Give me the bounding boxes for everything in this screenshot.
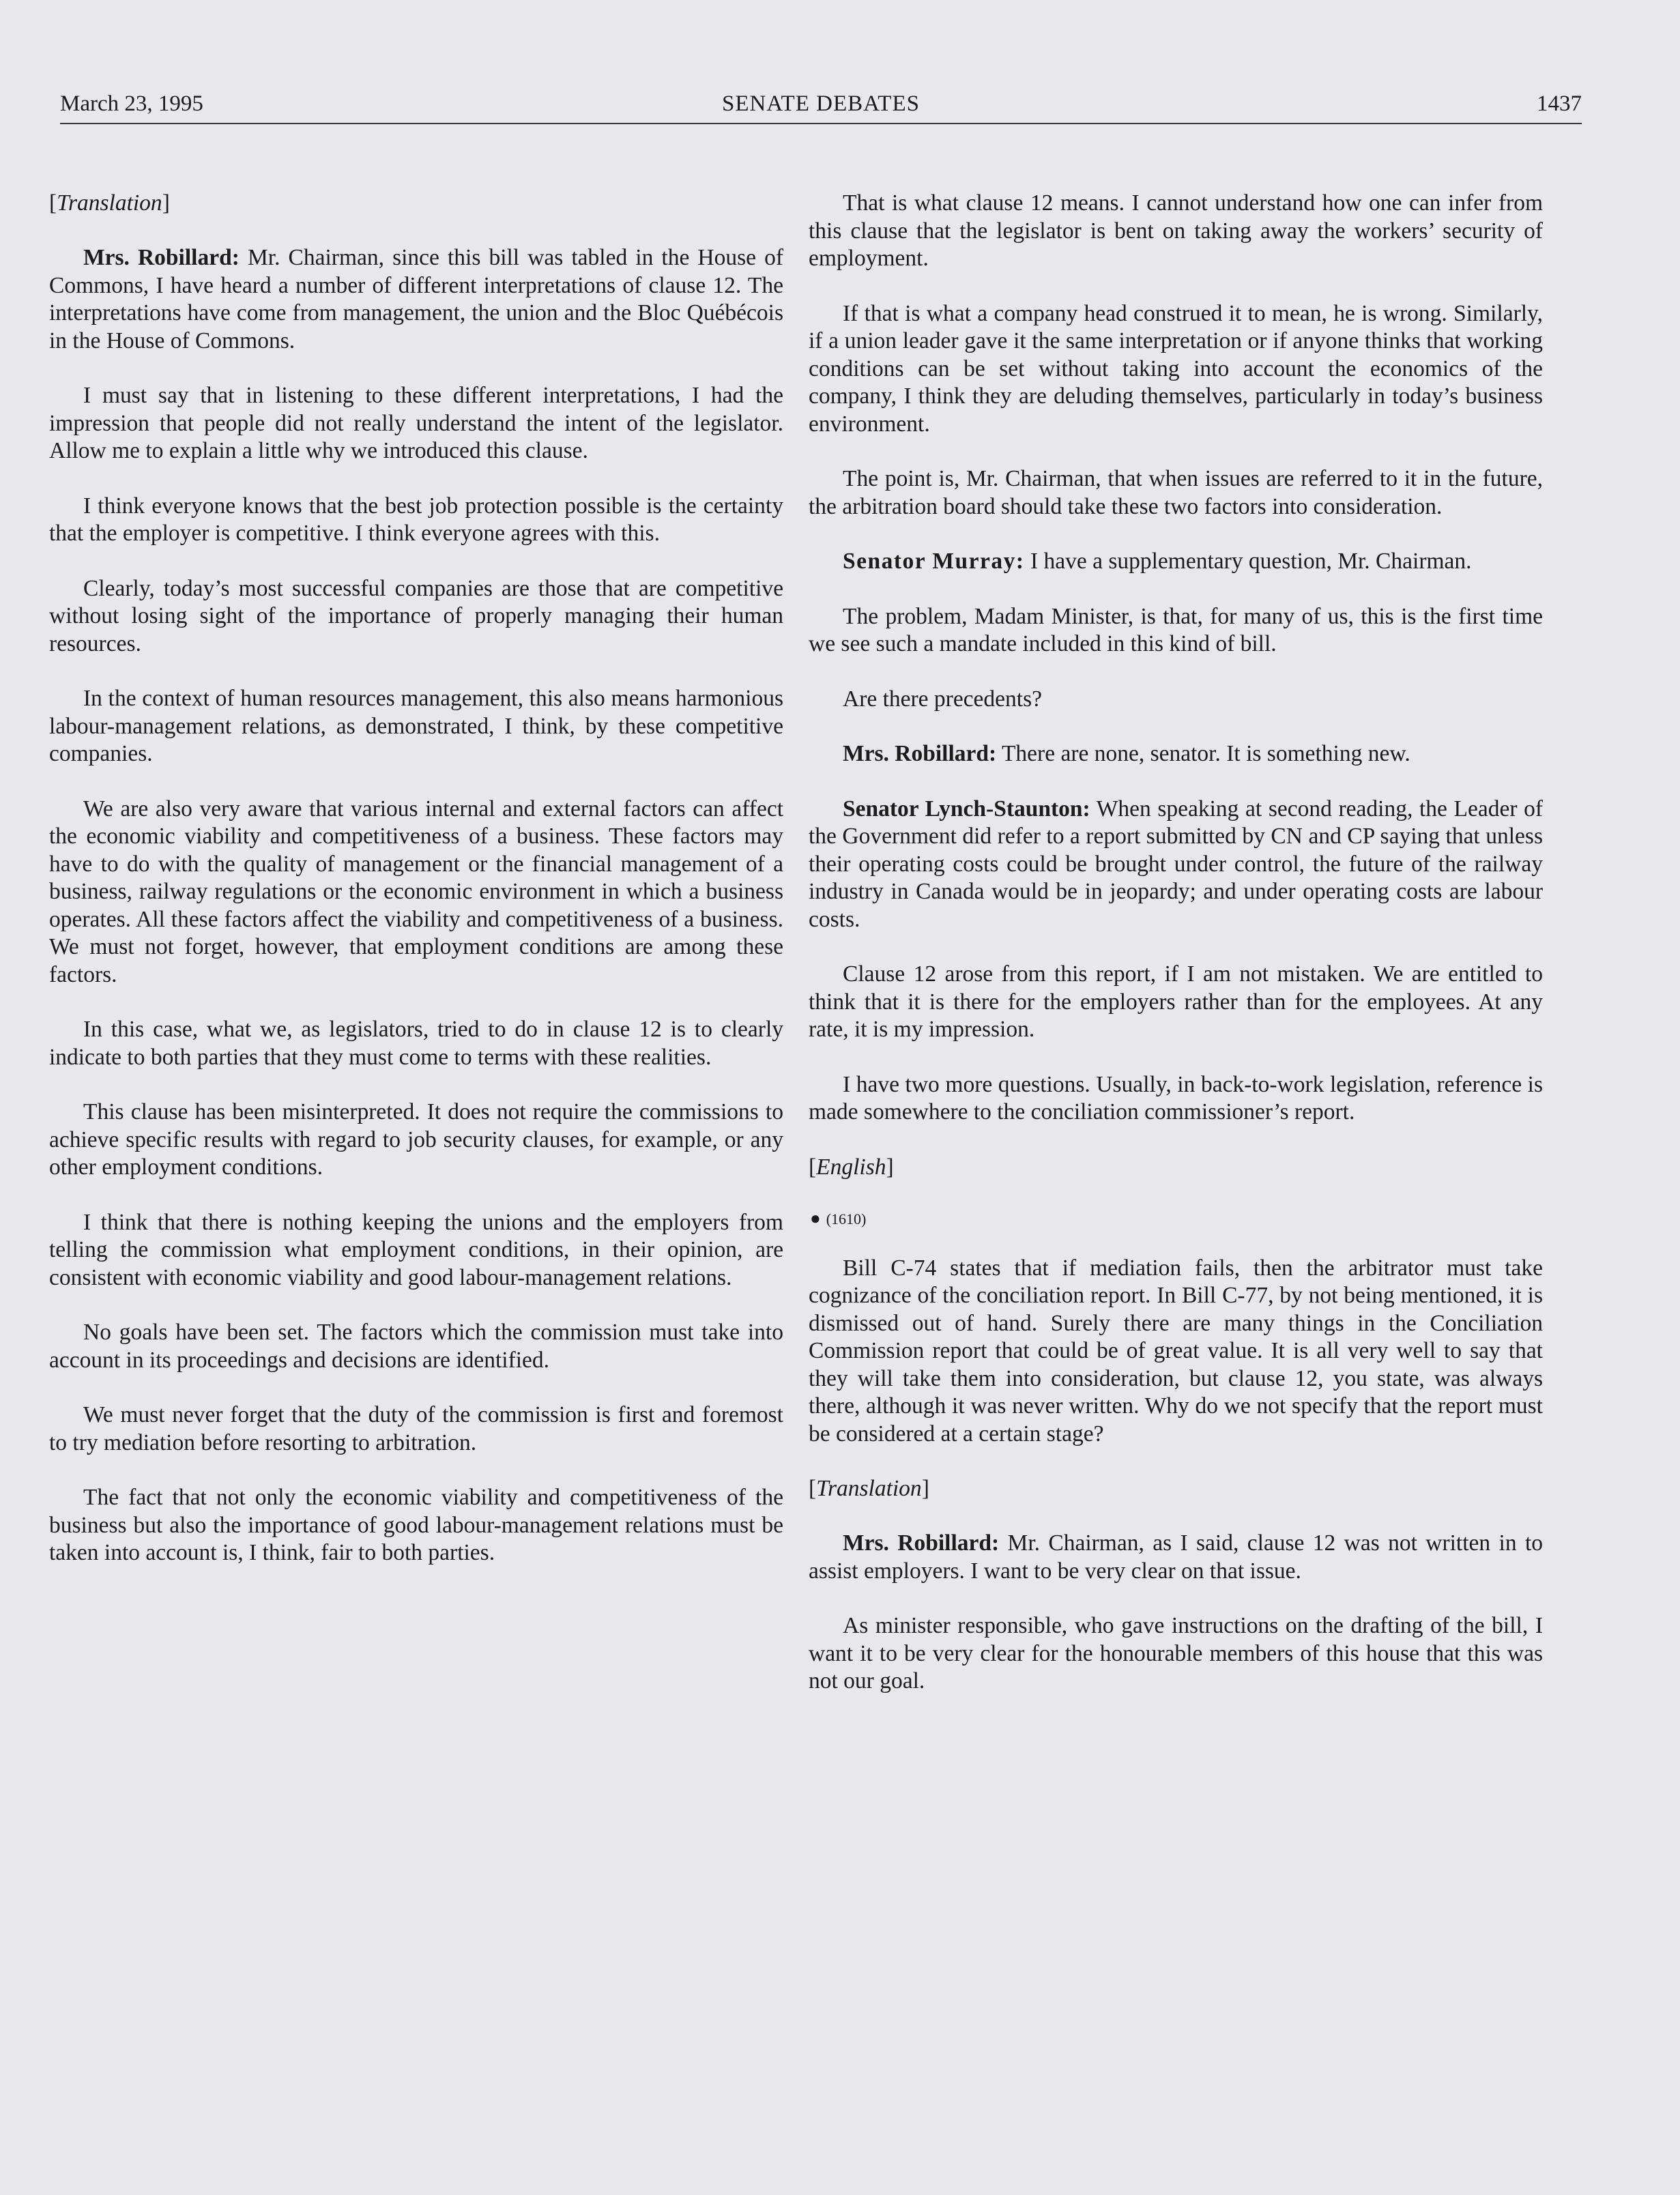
paragraph: Are there precedents? xyxy=(843,686,1043,712)
paragraph: Bill C-74 states that if mediation fails, then the arbitrator must take cognizance of the conciliation report. In Bill C-77, by not being mentioned, it is dismissed out of hand. Surely there are many things in the Conciliation Commission report that could be of great value. It is all very well to say that they will take them into consideration, but clause 12, you state, was always there, although it was never written. Why do we not specify that the report must be considered at a certain stage? xyxy=(809,1255,1543,1447)
speech-paragraph xyxy=(49,244,783,355)
section-label: [Translation] xyxy=(49,190,170,216)
paragraph: Clearly, today’s most successful companies are those that are competitive without losing sight of the importance of properly managing their human resources. xyxy=(49,575,783,656)
speaker-name: Senator Murray: xyxy=(843,549,1025,574)
speech-text: When speaking at second reading, the Leader of the Government did refer to a report submitted by CN and CP saying that unless their operating costs could be brought under control, the future of the railway industry in Canada would be in jeopardy; and under operating costs are labour costs. xyxy=(809,796,1544,932)
header-date: March 23, 1995 xyxy=(60,91,203,116)
section-label-text: Translation xyxy=(57,190,162,216)
speech-text: I have a supplementary question, Mr. Chairman. xyxy=(1030,549,1472,574)
right-column xyxy=(809,190,1543,1723)
paragraph: No goals have been set. The factors which the commission must take into account in its proceedings and decisions are identified. xyxy=(49,1320,783,1373)
speech-text: Mr. Chairman, since this bill was tabled in the House of Commons, I have heard a number of different interpretations of clause 12. The interpretations have come from management, the union and the Bloc Québécois in the House of Commons. xyxy=(49,245,784,353)
paragraph: I think everyone knows that the best job protection possible is the certainty that the employer is competitive. I think everyone agrees with this. xyxy=(49,493,783,546)
paragraph: If that is what a company head construed it to mean, he is wrong. Similarly, if a union leader gave it the same interpretation or if anyone thinks that working conditions can be set without taking into account the economics of the company, I think they are deluding themselves, particularly in today’s business environment. xyxy=(809,300,1543,437)
speaker-name: Mrs. Robillard: xyxy=(83,245,240,270)
paragraph: As minister responsible, who gave instructions on the drafting of the bill, I want it to be very clear for the honourable members of this house that this was not our goal. xyxy=(809,1613,1543,1694)
speaker-name: Mrs. Robillard: xyxy=(843,1530,1000,1556)
paragraph: We must never forget that the duty of the commission is first and foremost to try mediation before resorting to arbitration. xyxy=(49,1402,783,1455)
paragraph: The fact that not only the economic viability and competitiveness of the business but also the importance of good labour-management relations must be taken into account is, I think, fair to both parties. xyxy=(49,1485,783,1565)
speech-paragraph xyxy=(809,548,1543,576)
paragraph: The problem, Madam Minister, is that, for many of us, this is the first time we see such a mandate included in this kind of bill. xyxy=(809,603,1543,656)
bullet-icon: ● xyxy=(810,1208,821,1228)
speaker-name: Senator Lynch-Staunton: xyxy=(843,796,1090,822)
paragraph: We are also very aware that various internal and external factors can affect the economic viability and competitiveness of a business. These factors may have to do with the quality of management or the financial management of a business, railway regulations or the economic environment in which a business operates. All these factors affect the viability and competitiveness of a business. We must not forget, however, that employment conditions are among these factors. xyxy=(49,796,783,987)
section-label: [English] xyxy=(809,1154,894,1180)
paragraph: In the context of human resources management, this also means harmonious labour-management relations, as demonstrated, I think, by these competitive companies. xyxy=(49,686,783,766)
paragraph: I think that there is nothing keeping the unions and the employers from telling the commission what employment conditions, in their opinion, are consistent with economic viability and good labour-management relations. xyxy=(49,1209,783,1290)
speaker-name: Mrs. Robillard: xyxy=(843,741,997,766)
speech-paragraph xyxy=(809,796,1543,934)
paragraph: The point is, Mr. Chairman, that when issues are referred to it in the future, the arbitration board should take these two factors into consideration. xyxy=(809,466,1543,519)
speech-paragraph xyxy=(809,1530,1543,1585)
page-header xyxy=(60,87,1582,124)
paragraph: I have two more questions. Usually, in back-to-work legislation, reference is made somewhere to the conciliation commissioner’s report. xyxy=(809,1071,1543,1124)
paragraph: That is what clause 12 means. I cannot understand how one can infer from this clause that the legislator is bent on taking away the workers’ security of employment. xyxy=(809,190,1543,271)
header-title: SENATE DEBATES xyxy=(722,91,920,116)
section-label: [Translation] xyxy=(809,1476,929,1501)
section-label-text: Translation xyxy=(816,1476,922,1501)
speech-text: There are none, senator. It is something new. xyxy=(1001,741,1410,766)
speech-text: Mr. Chairman, as I said, clause 12 was not written in to assist employers. I want to be very clear on that issue. xyxy=(809,1530,1543,1584)
time-marker-text: (1610) xyxy=(826,1210,867,1227)
paragraph: In this case, what we, as legislators, tried to do in clause 12 is to clearly indicate to both parties that they must come to terms with these realities. xyxy=(49,1017,783,1070)
section-label-text: English xyxy=(816,1154,886,1180)
paragraph: This clause has been misinterpreted. It does not require the commissions to achieve specific results with regard to job security clauses, for example, or any other employment conditions. xyxy=(49,1099,783,1180)
header-page-number: 1437 xyxy=(1537,91,1582,116)
speech-paragraph xyxy=(809,740,1543,768)
left-column xyxy=(49,190,783,1595)
paragraph: Clause 12 arose from this report, if I am not mistaken. We are entitled to think that it is there for the employers rather than for the employees. At any rate, it is my impression. xyxy=(809,961,1543,1042)
paragraph: I must say that in listening to these different interpretations, I had the impression that people did not really understand the intent of the legislator. Allow me to explain a little why we introduced this clause. xyxy=(49,383,783,463)
time-marker xyxy=(809,1208,1543,1229)
